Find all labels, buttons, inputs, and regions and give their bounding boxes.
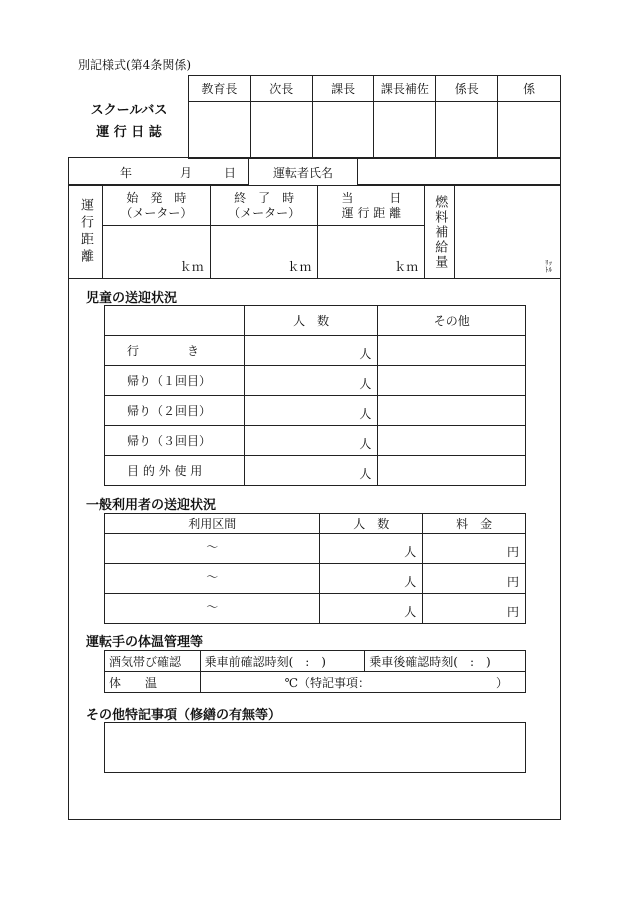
title-line-2: 運 行 日 誌: [96, 125, 162, 140]
approval-header: 課長: [312, 76, 374, 102]
person-unit: 人: [404, 545, 417, 559]
litre-unit-2: ﾄﾙ: [545, 266, 552, 274]
day-header-line2: 運 行 距 離: [341, 205, 402, 220]
other-field[interactable]: [378, 456, 526, 486]
count-field[interactable]: [244, 426, 378, 456]
document-title: [84, 100, 174, 144]
alcohol-check-label: 酒気帯び確認: [105, 651, 201, 672]
start-meter-field[interactable]: [102, 226, 210, 279]
litre-unit-1: ﾘｯ: [545, 259, 552, 267]
section-field[interactable]: [105, 564, 320, 594]
notes-field[interactable]: [104, 722, 526, 773]
tilde: ～: [206, 600, 219, 614]
other-field[interactable]: [378, 336, 526, 366]
stamp-cell[interactable]: [250, 102, 312, 159]
row-label: 行 き: [105, 336, 245, 366]
start-header-line2: （メーター）: [120, 205, 193, 220]
temperature-field[interactable]: ℃（特記事項： ）: [200, 672, 525, 693]
other-field[interactable]: [378, 396, 526, 426]
km-unit: ｋｍ: [287, 260, 312, 274]
approval-header: 係長: [436, 76, 498, 102]
day-distance-field[interactable]: [318, 226, 425, 279]
tilde: ～: [206, 540, 219, 554]
count-field[interactable]: [244, 366, 378, 396]
approval-header: 教育長: [189, 76, 251, 102]
health-table: [104, 650, 526, 693]
children-other-header: その他: [378, 306, 526, 336]
title-line-1: スクールバス: [90, 103, 168, 118]
stamp-cell[interactable]: [498, 102, 561, 159]
person-unit: 人: [359, 347, 372, 361]
fee-field[interactable]: [423, 594, 526, 624]
day-label: 日: [224, 166, 237, 180]
other-field[interactable]: [378, 366, 526, 396]
table-row: [105, 534, 526, 564]
start-header-line1: 始 発 時: [126, 190, 187, 205]
approval-header: 係: [498, 76, 561, 102]
section-header: 利用区間: [105, 514, 320, 534]
fuel-field[interactable]: [455, 186, 561, 279]
users-count-header: 人 数: [320, 514, 423, 534]
count-field[interactable]: [320, 564, 423, 594]
form-label: 別記様式(第4条関係): [78, 58, 191, 72]
table-row: [105, 594, 526, 624]
person-unit: 人: [359, 407, 372, 421]
fee-header: 料 金: [423, 514, 526, 534]
end-header-line1: 終 了 時: [234, 190, 295, 205]
end-meter-header: [210, 186, 318, 226]
yen-unit: 円: [506, 605, 519, 619]
person-unit: 人: [404, 605, 417, 619]
row-label: 帰り（３回目）: [105, 426, 245, 456]
end-header-line2: （メーター）: [228, 205, 301, 220]
count-field[interactable]: [320, 534, 423, 564]
fee-field[interactable]: [423, 534, 526, 564]
row-label: 帰り（２回目）: [105, 396, 245, 426]
person-unit: 人: [359, 467, 372, 481]
stamp-cell[interactable]: [374, 102, 436, 159]
count-field[interactable]: [244, 396, 378, 426]
year-label: 年: [120, 166, 133, 180]
day-distance-header: [318, 186, 425, 226]
after-check-time[interactable]: 乗車後確認時刻( : ): [365, 651, 526, 672]
table-row: [105, 456, 526, 486]
person-unit: 人: [404, 575, 417, 589]
temperature-label: 体 温: [105, 672, 201, 693]
km-unit: ｋｍ: [179, 260, 204, 274]
row-label: 目 的 外 使 用: [105, 456, 245, 486]
stamp-cell[interactable]: [436, 102, 498, 159]
count-field[interactable]: [244, 456, 378, 486]
approval-header: 次長: [250, 76, 312, 102]
children-count-header: 人 数: [244, 306, 378, 336]
notes-heading: その他特記事項（修繕の有無等）: [86, 708, 282, 723]
section-field[interactable]: [105, 594, 320, 624]
end-meter-field[interactable]: [210, 226, 318, 279]
month-label: 月: [180, 166, 193, 180]
table-row: [105, 366, 526, 396]
driver-name-label: 運転者氏名: [273, 166, 334, 180]
distance-side-label: 運行距離: [77, 198, 93, 266]
count-field[interactable]: [320, 594, 423, 624]
distance-table: [68, 185, 561, 279]
person-unit: 人: [359, 437, 372, 451]
approval-header: 課長補佐: [374, 76, 436, 102]
children-heading: 児童の送迎状況: [86, 291, 178, 306]
start-meter-header: [102, 186, 210, 226]
children-table: [104, 305, 526, 486]
before-check-time[interactable]: 乗車前確認時刻( : ): [200, 651, 365, 672]
table-row: [105, 564, 526, 594]
table-row: [105, 426, 526, 456]
fuel-label: 燃料補給量: [432, 194, 448, 270]
table-row: [105, 336, 526, 366]
person-unit: 人: [359, 377, 372, 391]
date-cell[interactable]: [68, 157, 249, 185]
stamp-cell[interactable]: [189, 102, 251, 159]
yen-unit: 円: [506, 545, 519, 559]
health-heading: 運転手の体温管理等: [86, 635, 204, 650]
approval-table: [188, 75, 561, 159]
table-row: [105, 396, 526, 426]
count-field[interactable]: [244, 336, 378, 366]
users-heading: 一般利用者の送迎状況: [86, 498, 217, 513]
yen-unit: 円: [506, 575, 519, 589]
tilde: ～: [206, 570, 219, 584]
row-label: 帰り（１回目）: [105, 366, 245, 396]
users-table: [104, 513, 526, 624]
day-header-line1: 当 日: [341, 190, 402, 205]
driver-name-field[interactable]: [357, 157, 561, 185]
km-unit: ｋｍ: [394, 260, 419, 274]
other-field[interactable]: [378, 426, 526, 456]
fee-field[interactable]: [423, 564, 526, 594]
stamp-cell[interactable]: [312, 102, 374, 159]
section-field[interactable]: [105, 534, 320, 564]
